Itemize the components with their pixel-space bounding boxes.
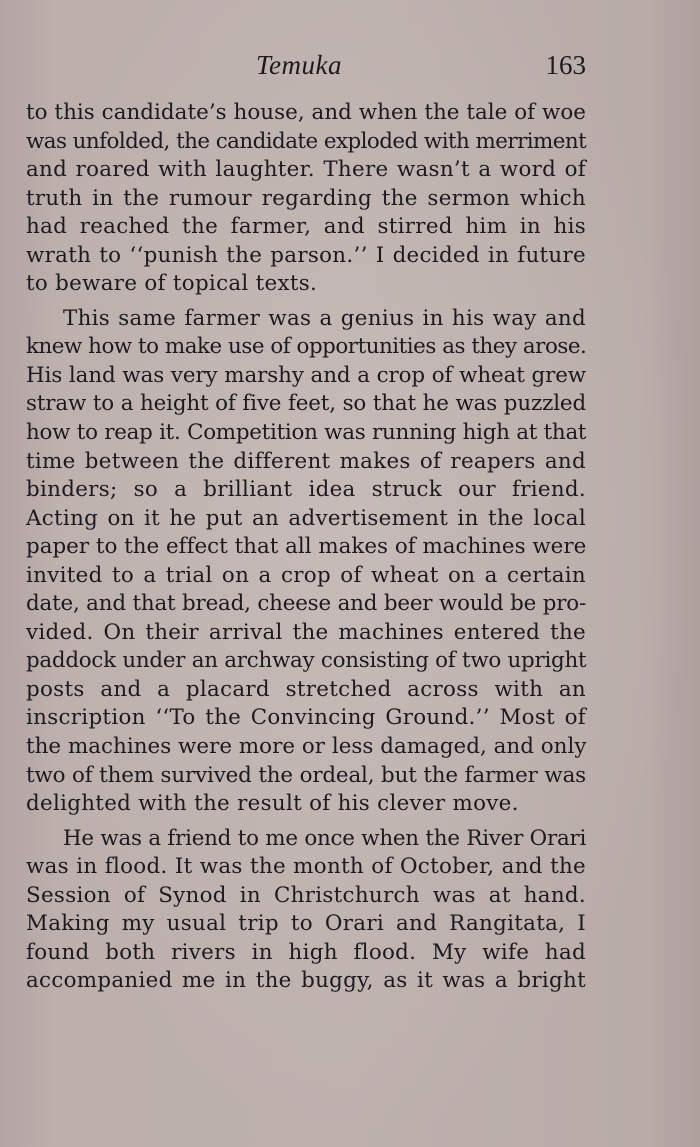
text-line: found both rivers in high flood. My wife had [26, 939, 586, 965]
text-line: date, and that bread, cheese and beer would be pro- [26, 591, 586, 617]
text-line: Session of Synod in Christchurch was at hand. [26, 882, 586, 908]
running-head-title: Temuka [256, 50, 343, 80]
text-line: was unfolded, the candidate exploded with merriment [26, 128, 587, 154]
text-line: paddock under an archway consisting of two upright [26, 648, 587, 674]
text-line: to this candidate’s house, and when the tale of woe [26, 100, 586, 125]
text-line: He was a friend to me once when the River Orari [63, 825, 587, 851]
text-line: how to reap it. Competition was running high at that [26, 420, 587, 446]
body-text [26, 99, 586, 1002]
paragraph [26, 99, 586, 299]
text-line: paper to the effect that all makes of machines were [26, 534, 587, 560]
text-line: inscription ‘‘To the Convincing Ground.’’ Most of [26, 705, 586, 731]
text-line: delighted with the result of his clever move. [26, 791, 519, 817]
page-number: 163 [545, 50, 586, 80]
text-line: binders; so a brilliant idea struck our friend. [26, 477, 586, 503]
text-line: truth in the rumour regarding the sermon which [26, 185, 586, 211]
paragraph [26, 305, 586, 819]
text-line: the machines were more or less damaged, and only [26, 734, 587, 760]
text-line: invited to a trial on a crop of wheat on a certain [26, 562, 586, 588]
text-line: wrath to ‘‘punish the parson.’’ I decided in future [26, 242, 586, 268]
text-line: This same farmer was a genius in his way and [63, 305, 586, 331]
text-line: to beware of topical texts. [26, 271, 318, 297]
text-line: and roared with laughter. There wasn’t a word of [26, 157, 586, 183]
text-line: time between the different makes of reapers and [26, 448, 586, 474]
text-line: straw to a height of five feet, so that he was puzzled [26, 391, 586, 417]
text-line: was in flood. It was the month of October, and the [26, 854, 586, 880]
text-line: posts and a placard stretched across with an [26, 676, 586, 702]
text-line: His land was very marshy and a crop of wheat grew [26, 362, 586, 388]
text-line: Making my usual trip to Orari and Rangitata, I [26, 911, 586, 937]
text-line: two of them survived the ordeal, but the farmer was [26, 762, 586, 788]
text-line: knew how to make use of opportunities as they arose. [26, 334, 587, 360]
text-line: accompanied me in the buggy, as it was a bright [26, 968, 586, 994]
text-line: Acting on it he put an advertisement in the local [26, 505, 586, 531]
paragraph [26, 825, 586, 996]
running-head [0, 50, 700, 84]
text-line: had reached the farmer, and stirred him in his [26, 214, 586, 240]
text-line: vided. On their arrival the machines entered the [26, 619, 586, 645]
